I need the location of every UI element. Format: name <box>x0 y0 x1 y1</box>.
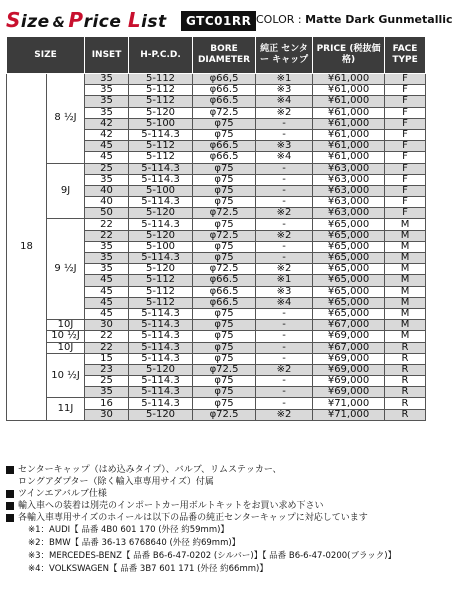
cell-bore: φ75 <box>193 376 256 387</box>
title-word: rice <box>83 12 122 32</box>
cell-pcd: 5-114.3 <box>129 376 193 387</box>
cell-inset: 42 <box>85 129 129 140</box>
cell-center-cap: ※4 <box>256 297 313 308</box>
cell-bore: φ75 <box>193 308 256 319</box>
cell-pcd: 5-114.3 <box>129 253 193 264</box>
cell-bore: φ75 <box>193 353 256 364</box>
cell-center-cap: - <box>256 308 313 319</box>
cell-inset: 45 <box>85 286 129 297</box>
note-accessories <box>6 464 426 476</box>
cell-price: ¥69,000 <box>313 331 385 342</box>
col-price: PRICE (税抜価格) <box>313 37 385 74</box>
table-row <box>7 353 426 364</box>
cell-center-cap: - <box>256 342 313 353</box>
cell-face-type: F <box>385 197 426 208</box>
cell-bore: φ72.5 <box>193 409 256 420</box>
cell-face-type: F <box>385 129 426 140</box>
cell-bore: φ75 <box>193 387 256 398</box>
cell-price: ¥67,000 <box>313 320 385 331</box>
cell-face-type: F <box>385 163 426 174</box>
cell-face-type: F <box>385 208 426 219</box>
table-row <box>7 219 426 230</box>
cell-pcd: 5-112 <box>129 152 193 163</box>
cell-center-cap: - <box>256 331 313 342</box>
cell-face-type: F <box>385 96 426 107</box>
color-line <box>256 8 453 32</box>
cell-face-type: F <box>385 85 426 96</box>
cell-bore: φ75 <box>193 174 256 185</box>
note-accessories-cont: ロングアダプター（除く輸入車専用サイズ）付属 <box>18 477 214 487</box>
cell-bore: φ75 <box>193 129 256 140</box>
cell-pcd: 5-112 <box>129 275 193 286</box>
cell-bore: φ75 <box>193 331 256 342</box>
cell-pcd: 5-114.3 <box>129 197 193 208</box>
cell-pcd: 5-114.3 <box>129 308 193 319</box>
table-row <box>7 398 426 409</box>
cell-center-cap: ※3 <box>256 85 313 96</box>
bullet-square-icon <box>6 490 14 498</box>
note-valve <box>6 488 426 500</box>
cell-inset: 45 <box>85 308 129 319</box>
cell-size: 18 <box>7 74 47 421</box>
ref-bmw: ※2：BMW【 品番 36-13 6768640 (外径 約69mm)】 <box>28 538 241 548</box>
cell-rim-width: 10 ½J <box>47 331 85 342</box>
cell-pcd: 5-120 <box>129 208 193 219</box>
cell-pcd: 5-112 <box>129 85 193 96</box>
cell-price: ¥69,000 <box>313 353 385 364</box>
cell-inset: 15 <box>85 353 129 364</box>
note-text: センターキャップ（はめ込みタイプ）、バルブ、リムステッカー、 <box>18 465 282 475</box>
cell-pcd: 5-112 <box>129 286 193 297</box>
cell-inset: 35 <box>85 241 129 252</box>
cell-inset: 42 <box>85 118 129 129</box>
notes <box>6 464 426 576</box>
cell-price: ¥65,000 <box>313 275 385 286</box>
cell-inset: 35 <box>85 107 129 118</box>
ref-audi: ※1：AUDI【 品番 4B0 601 170 (外径 約59mm)】 <box>28 525 229 535</box>
cell-center-cap: ※2 <box>256 230 313 241</box>
header <box>6 8 453 32</box>
cell-rim-width: 9J <box>47 163 85 219</box>
cell-bore: φ66.5 <box>193 275 256 286</box>
cell-face-type: F <box>385 107 426 118</box>
cell-bore: φ75 <box>193 219 256 230</box>
cell-center-cap: - <box>256 129 313 140</box>
cell-rim-width: 10J <box>47 320 85 331</box>
cell-price: ¥61,000 <box>313 152 385 163</box>
cell-price: ¥65,000 <box>313 297 385 308</box>
cell-face-type: M <box>385 320 426 331</box>
cell-inset: 35 <box>85 387 129 398</box>
cell-face-type: M <box>385 297 426 308</box>
cell-face-type: M <box>385 264 426 275</box>
cell-inset: 25 <box>85 163 129 174</box>
cell-inset: 16 <box>85 398 129 409</box>
cell-face-type: R <box>385 353 426 364</box>
cell-pcd: 5-112 <box>129 96 193 107</box>
table-row <box>7 342 426 353</box>
cell-pcd: 5-114.3 <box>129 174 193 185</box>
cell-bore: φ75 <box>193 241 256 252</box>
cell-price: ¥61,000 <box>313 129 385 140</box>
cell-price: ¥63,000 <box>313 174 385 185</box>
cell-inset: 35 <box>85 264 129 275</box>
cell-price: ¥71,000 <box>313 409 385 420</box>
cell-inset: 45 <box>85 275 129 286</box>
cell-price: ¥63,000 <box>313 163 385 174</box>
note-import-bolts <box>6 500 426 512</box>
cell-center-cap: ※1 <box>256 74 313 85</box>
table-body <box>7 74 426 421</box>
cell-face-type: F <box>385 185 426 196</box>
ref-volkswagen: ※4：VOLKSWAGEN【 品番 3B7 601 171 (外径 約66mm)】 <box>28 564 268 574</box>
price-table <box>6 36 426 421</box>
cell-inset: 22 <box>85 342 129 353</box>
cell-pcd: 5-114.3 <box>129 163 193 174</box>
cell-pcd: 5-100 <box>129 118 193 129</box>
cell-rim-width: 9 ½J <box>47 219 85 320</box>
cell-face-type: R <box>385 387 426 398</box>
cell-price: ¥65,000 <box>313 264 385 275</box>
cell-inset: 25 <box>85 376 129 387</box>
cell-face-type: M <box>385 275 426 286</box>
cell-face-type: R <box>385 364 426 375</box>
cell-inset: 45 <box>85 152 129 163</box>
cell-price: ¥71,000 <box>313 398 385 409</box>
title-letter: S <box>6 8 21 32</box>
note-text: 各輸入車専用サイズのホイールは以下の品番の純正センターキャップに対応しています <box>18 513 368 523</box>
cell-face-type: F <box>385 74 426 85</box>
cell-pcd: 5-114.3 <box>129 387 193 398</box>
cell-center-cap: - <box>256 174 313 185</box>
cell-face-type: R <box>385 398 426 409</box>
cell-bore: φ72.5 <box>193 264 256 275</box>
cell-bore: φ75 <box>193 398 256 409</box>
cell-pcd: 5-112 <box>129 141 193 152</box>
bullet-square-icon <box>6 514 14 522</box>
cell-bore: φ75 <box>193 320 256 331</box>
cell-face-type: R <box>385 376 426 387</box>
cell-pcd: 5-100 <box>129 185 193 196</box>
table-row <box>7 74 426 85</box>
cell-bore: φ66.5 <box>193 141 256 152</box>
cell-price: ¥69,000 <box>313 376 385 387</box>
cell-pcd: 5-120 <box>129 409 193 420</box>
cell-price: ¥65,000 <box>313 308 385 319</box>
cell-bore: φ66.5 <box>193 96 256 107</box>
page-title <box>6 8 167 35</box>
col-inset: INSET <box>85 37 129 74</box>
col-pcd: H-P.C.D. <box>129 37 193 74</box>
cell-inset: 45 <box>85 297 129 308</box>
cell-price: ¥61,000 <box>313 96 385 107</box>
cell-bore: φ66.5 <box>193 286 256 297</box>
title-letter: L <box>127 8 142 32</box>
cell-inset: 50 <box>85 208 129 219</box>
color-value: Matte Dark Gunmetallic <box>305 13 453 26</box>
cell-price: ¥65,000 <box>313 230 385 241</box>
cell-face-type: F <box>385 118 426 129</box>
cell-price: ¥65,000 <box>313 241 385 252</box>
title-word: ize <box>20 12 50 32</box>
cell-bore: φ75 <box>193 163 256 174</box>
cell-face-type: M <box>385 286 426 297</box>
cell-center-cap: ※4 <box>256 96 313 107</box>
title-ampersand: & <box>52 15 66 31</box>
cell-price: ¥63,000 <box>313 185 385 196</box>
cell-center-cap: - <box>256 241 313 252</box>
cell-bore: φ66.5 <box>193 152 256 163</box>
cell-rim-width: 11J <box>47 398 85 420</box>
cell-pcd: 5-114.3 <box>129 320 193 331</box>
cell-center-cap: ※2 <box>256 364 313 375</box>
cell-bore: φ75 <box>193 253 256 264</box>
cell-rim-width: 8 ½J <box>47 74 85 164</box>
cell-inset: 40 <box>85 197 129 208</box>
cell-pcd: 5-120 <box>129 364 193 375</box>
cell-pcd: 5-114.3 <box>129 331 193 342</box>
cell-inset: 40 <box>85 185 129 196</box>
cell-center-cap: - <box>256 376 313 387</box>
cell-center-cap: ※2 <box>256 107 313 118</box>
cell-face-type: R <box>385 409 426 420</box>
cell-inset: 35 <box>85 174 129 185</box>
cell-center-cap: - <box>256 353 313 364</box>
cell-price: ¥63,000 <box>313 208 385 219</box>
cell-pcd: 5-112 <box>129 74 193 85</box>
ref-mercedes: ※3：MERCEDES-BENZ【 品番 B6-6-47-0202 (シルバー)】【 品番 B6-6-47-0200(ブラック)】 <box>28 551 397 561</box>
cell-inset: 22 <box>85 331 129 342</box>
cell-inset: 22 <box>85 230 129 241</box>
cell-center-cap: - <box>256 387 313 398</box>
cell-center-cap: ※4 <box>256 152 313 163</box>
cell-pcd: 5-114.3 <box>129 353 193 364</box>
bullet-square-icon <box>6 466 14 474</box>
cell-inset: 22 <box>85 219 129 230</box>
cell-rim-width: 10J <box>47 342 85 353</box>
cell-face-type: R <box>385 342 426 353</box>
cell-inset: 35 <box>85 74 129 85</box>
note-text: ツインエアバルブ仕様 <box>18 489 107 499</box>
cell-inset: 45 <box>85 141 129 152</box>
cell-inset: 30 <box>85 320 129 331</box>
cell-pcd: 5-120 <box>129 107 193 118</box>
cell-price: ¥61,000 <box>313 74 385 85</box>
cell-bore: φ72.5 <box>193 364 256 375</box>
cell-face-type: M <box>385 308 426 319</box>
cell-price: ¥65,000 <box>313 219 385 230</box>
cell-center-cap: - <box>256 253 313 264</box>
cell-face-type: M <box>385 241 426 252</box>
cell-bore: φ75 <box>193 118 256 129</box>
cell-face-type: M <box>385 219 426 230</box>
cell-inset: 35 <box>85 96 129 107</box>
cell-rim-width: 10 ½J <box>47 353 85 398</box>
cell-center-cap: - <box>256 185 313 196</box>
note-center-cap <box>6 512 426 524</box>
cell-bore: φ72.5 <box>193 208 256 219</box>
cell-price: ¥69,000 <box>313 364 385 375</box>
cell-price: ¥67,000 <box>313 342 385 353</box>
cell-inset: 30 <box>85 409 129 420</box>
cell-bore: φ66.5 <box>193 297 256 308</box>
table-row <box>7 163 426 174</box>
cell-price: ¥65,000 <box>313 286 385 297</box>
table-row <box>7 331 426 342</box>
cell-price: ¥61,000 <box>313 107 385 118</box>
cell-center-cap: - <box>256 219 313 230</box>
title-letter: P <box>68 8 84 32</box>
cell-bore: φ66,5 <box>193 74 256 85</box>
cell-center-cap: - <box>256 197 313 208</box>
cell-price: ¥61,000 <box>313 85 385 96</box>
col-size: SIZE <box>7 37 85 74</box>
cell-center-cap: - <box>256 163 313 174</box>
col-bore: BORE DIAMETER <box>193 37 256 74</box>
cell-bore: φ75 <box>193 342 256 353</box>
cell-face-type: F <box>385 152 426 163</box>
cell-price: ¥61,000 <box>313 118 385 129</box>
cell-bore: φ75 <box>193 197 256 208</box>
bullet-square-icon <box>6 502 14 510</box>
cell-pcd: 5-120 <box>129 230 193 241</box>
cell-price: ¥61,000 <box>313 141 385 152</box>
cell-bore: φ75 <box>193 185 256 196</box>
model-badge: GTC01RR <box>181 11 256 31</box>
cell-inset: 35 <box>85 85 129 96</box>
cell-center-cap: - <box>256 320 313 331</box>
cell-inset: 23 <box>85 364 129 375</box>
cell-face-type: M <box>385 331 426 342</box>
cell-price: ¥69,000 <box>313 387 385 398</box>
cell-face-type: F <box>385 174 426 185</box>
title-word: ist <box>141 12 167 32</box>
col-center-cap: 純正 センター キャップ <box>256 37 313 74</box>
cell-center-cap: ※2 <box>256 208 313 219</box>
cell-pcd: 5-114.3 <box>129 219 193 230</box>
cell-price: ¥63,000 <box>313 197 385 208</box>
table-header-row <box>7 37 426 74</box>
cell-center-cap: ※3 <box>256 286 313 297</box>
cell-center-cap: - <box>256 118 313 129</box>
cell-bore: φ72.5 <box>193 230 256 241</box>
cell-face-type: F <box>385 141 426 152</box>
color-label: COLOR : <box>256 13 302 26</box>
cell-bore: φ66.5 <box>193 85 256 96</box>
cell-face-type: M <box>385 230 426 241</box>
cell-center-cap: ※2 <box>256 409 313 420</box>
cell-pcd: 5-114.3 <box>129 129 193 140</box>
cell-price: ¥65,000 <box>313 253 385 264</box>
cell-pcd: 5-112 <box>129 297 193 308</box>
cell-pcd: 5-100 <box>129 241 193 252</box>
note-text: 輸入車への装着は別売のインポートカー用ボルトキットをお買い求め下さい <box>18 501 324 511</box>
cell-inset: 35 <box>85 253 129 264</box>
cell-center-cap: - <box>256 398 313 409</box>
cell-pcd: 5-114.3 <box>129 398 193 409</box>
cell-pcd: 5-114.3 <box>129 342 193 353</box>
cell-center-cap: ※2 <box>256 264 313 275</box>
cell-center-cap: ※1 <box>256 275 313 286</box>
cell-center-cap: ※3 <box>256 141 313 152</box>
cell-bore: φ72.5 <box>193 107 256 118</box>
col-face-type: FACE TYPE <box>385 37 426 74</box>
cell-face-type: M <box>385 253 426 264</box>
cell-pcd: 5-120 <box>129 264 193 275</box>
